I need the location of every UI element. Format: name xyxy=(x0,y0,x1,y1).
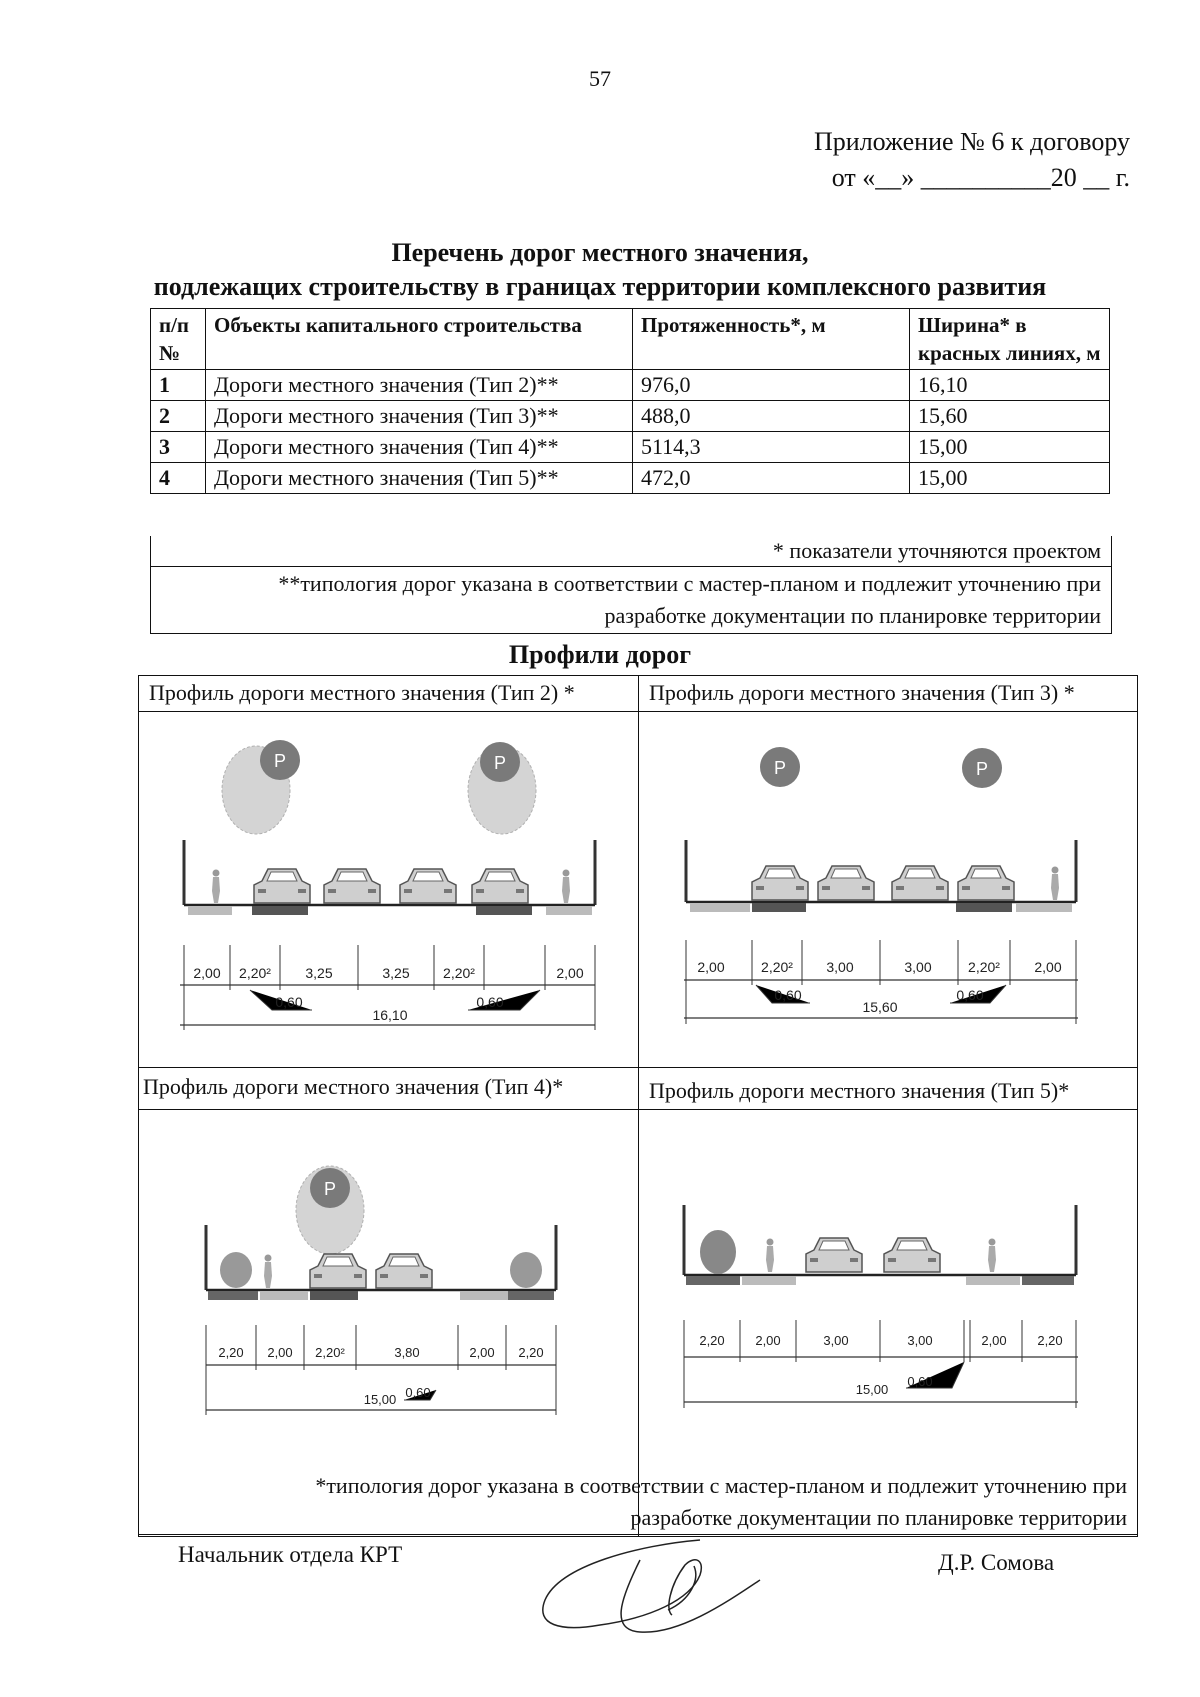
signature-position: Начальник отдела КРТ xyxy=(178,1542,403,1567)
dim-label: 0,60 xyxy=(956,987,984,1003)
dim-label: 2,00 xyxy=(981,1333,1007,1348)
total-dim: 15,00 xyxy=(855,1382,889,1397)
dim-label: 2,00 xyxy=(193,965,221,981)
note-project: * показатели уточняются проектом xyxy=(151,536,1111,567)
dim-label: 2,00 xyxy=(755,1333,781,1348)
row-object: Дороги местного значения (Тип 3)** xyxy=(206,401,633,432)
total-dim: 16,10 xyxy=(372,1007,408,1023)
footnote-line1: *типология дорог указана в соответствии с мастер-планом и подлежит уточнению при xyxy=(315,1473,1127,1498)
profile5-drawing xyxy=(684,1205,1078,1408)
dim-label: 2,20² xyxy=(968,959,1000,975)
dim-label: 2,20² xyxy=(443,965,475,981)
dim-label: 2,20² xyxy=(761,959,793,975)
profile2-title: Профиль дороги местного значения (Тип 2) * xyxy=(149,680,575,705)
dim-label: 0,60 xyxy=(774,987,802,1003)
page-number: 57 xyxy=(589,66,611,91)
total-dim: 15,00 xyxy=(363,1392,397,1407)
row-width: 15,00 xyxy=(910,432,1110,463)
profile4-drawing xyxy=(206,1166,556,1415)
row-num: 4 xyxy=(151,463,206,494)
parking-icon: P xyxy=(273,751,287,771)
parking-icon: P xyxy=(975,759,989,779)
header-object: Объекты капитального строительства xyxy=(206,309,633,370)
dim-label: 2,20 xyxy=(218,1345,244,1360)
row-length: 488,0 xyxy=(633,401,910,432)
appendix-line1: Приложение № 6 к договору xyxy=(814,127,1130,156)
dim-label: 3,00 xyxy=(907,1333,933,1348)
note-typology-a: **типология дорог указана в соответствии с мастер-планом и подлежит уточнению при xyxy=(278,571,1101,596)
dim-label: 2,00 xyxy=(267,1345,293,1360)
title-line2: подлежащих строительству в границах территории комплексного развития xyxy=(153,272,1047,301)
row-num: 3 xyxy=(151,432,206,463)
row-length: 976,0 xyxy=(633,370,910,401)
parking-icon: P xyxy=(773,758,787,778)
row-width: 15,00 xyxy=(910,463,1110,494)
parking-icon: P xyxy=(323,1179,337,1199)
dim-label: 3,00 xyxy=(823,1333,849,1348)
parking-icon: P xyxy=(493,753,507,773)
appendix-line2: от «__» __________20 __ г. xyxy=(831,163,1130,192)
dim-label: 2,20 xyxy=(518,1345,544,1360)
row-length: 472,0 xyxy=(633,463,910,494)
dim-label: 2,00 xyxy=(556,965,584,981)
row-num: 1 xyxy=(151,370,206,401)
dim-label: 2,00 xyxy=(1034,959,1062,975)
dim-label: 0,60 xyxy=(907,1374,933,1389)
row-object: Дороги местного значения (Тип 2)** xyxy=(206,370,633,401)
dim-label: 3,00 xyxy=(826,959,854,975)
dim-label: 3,00 xyxy=(904,959,932,975)
dim-label: 3,80 xyxy=(394,1345,420,1360)
dim-label: 3,25 xyxy=(305,965,333,981)
profile5-title: Профиль дороги местного значения (Тип 5)* xyxy=(649,1078,1070,1103)
dim-label: 2,20² xyxy=(239,965,271,981)
profile4-title: Профиль дороги местного значения (Тип 4)* xyxy=(143,1074,564,1099)
dim-label: 0,60 xyxy=(476,994,504,1010)
row-object: Дороги местного значения (Тип 4)** xyxy=(206,432,633,463)
header-num: п/п № xyxy=(151,309,206,370)
profile3-title: Профиль дороги местного значения (Тип 3) * xyxy=(649,680,1075,705)
handwritten-signature xyxy=(543,1540,760,1632)
row-length: 5114,3 xyxy=(633,432,910,463)
profiles-title: Профили дорог xyxy=(508,640,692,669)
row-num: 2 xyxy=(151,401,206,432)
header-width: Ширина* в красных линиях, м xyxy=(910,309,1110,370)
dim-label: 0,60 xyxy=(405,1385,431,1400)
dim-label: 2,20 xyxy=(699,1333,725,1348)
dim-label: 2,00 xyxy=(697,959,725,975)
profile2-drawing xyxy=(180,740,595,1030)
row-object: Дороги местного значения (Тип 5)** xyxy=(206,463,633,494)
profiles-footnote xyxy=(138,1470,1138,1535)
dim-label: 2,20² xyxy=(315,1345,345,1360)
signature-name: Д.Р. Сомова xyxy=(938,1550,1055,1575)
dim-label: 2,00 xyxy=(469,1345,495,1360)
dim-label: 3,25 xyxy=(382,965,410,981)
dim-label: 2,20 xyxy=(1037,1333,1063,1348)
title-line1: Перечень дорог местного значения, xyxy=(391,238,809,267)
footnote-line2: разработке документации по планировке территории xyxy=(630,1505,1127,1530)
total-dim: 15,60 xyxy=(862,999,898,1015)
header-length: Протяженность*, м xyxy=(633,309,910,370)
dim-label: 0,60 xyxy=(275,994,303,1010)
row-width: 16,10 xyxy=(910,370,1110,401)
note-typology-b: разработке документации по планировке территории xyxy=(604,603,1101,628)
row-width: 15,60 xyxy=(910,401,1110,432)
profile3-drawing xyxy=(684,747,1078,1024)
